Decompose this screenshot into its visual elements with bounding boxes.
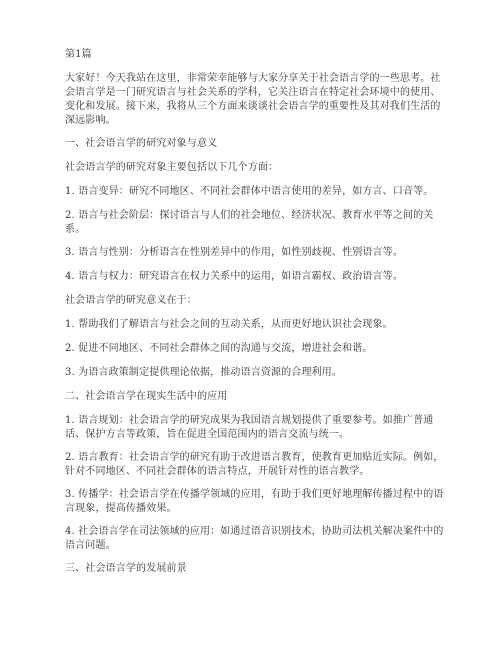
application-item: 4. 社会语言学在司法领域的应用：如通过语音识别技术，协助司法机关解决案件中的语言问题。: [65, 526, 444, 551]
section-2-heading: 二、社会语言学在现实生活中的应用: [65, 391, 228, 402]
section-1-heading: 一、社会语言学的研究对象与意义: [65, 138, 218, 149]
application-item: 3. 传播学：社会语言学在传播学领域的应用，有助于我们更好地理解传播过程中的语言现象，提高传播效果。: [65, 489, 444, 514]
page-label: 第1篇: [65, 49, 92, 60]
research-object-item: 4. 语言与权力：研究语言在权力关系中的运用，如语言霸权、政治语言等。: [65, 271, 403, 282]
application-item: 1. 语言规划：社会语言学的研究成果为我国语言规划提供了重要参考。如推广普通话、保护方言等政策，旨在促进全国范围内的语言交流与统一。: [65, 415, 434, 440]
research-object-item: 1. 语言变异：研究不同地区、不同社会群体中语言使用的差异，如方言、口音等。: [65, 186, 434, 197]
document-body: [65, 48, 450, 586]
research-meaning-item: 3. 为语言政策制定提供理论依据，推动语言资源的合理利用。: [65, 367, 343, 378]
section-3-heading: 三、社会语言学的发展前景: [65, 563, 187, 574]
intro-paragraph: 大家好！今天我站在这里，非常荣幸能够与大家分享关于社会语言学的一些思考。社会语言学是一门研究语言与社会关系的学科，它关注语言在特定社会环境中的使用、变化和发展。接下来，我将从三个方面来谈谈社会语言学的重要性及其对我们生活的深远影响。: [65, 73, 441, 126]
research-object-item: 2. 语言与社会阶层：探讨语言与人们的社会地位、经济状况、教育水平等之间的关系。: [65, 210, 434, 235]
research-object-item: 3. 语言与性别：分析语言在性别差异中的作用，如性别歧视、性别语言等。: [65, 247, 403, 258]
research-objects-lead: 社会语言学的研究对象主要包括以下几个方面：: [65, 162, 279, 173]
research-meaning-item: 1. 帮助我们了解语言与社会之间的互动关系，从而更好地认识社会现象。: [65, 319, 393, 330]
research-meaning-item: 2. 促进不同地区、不同社会群体之间的沟通与交流，增进社会和谐。: [65, 343, 373, 354]
research-meaning-lead: 社会语言学的研究意义在于：: [65, 295, 197, 306]
application-item: 2. 语言教育：社会语言学的研究有助于改进语言教育，使教育更加贴近实际。例如，针对不同地区、不同社会群体的语言特点，开展针对性的语言教学。: [65, 452, 444, 477]
